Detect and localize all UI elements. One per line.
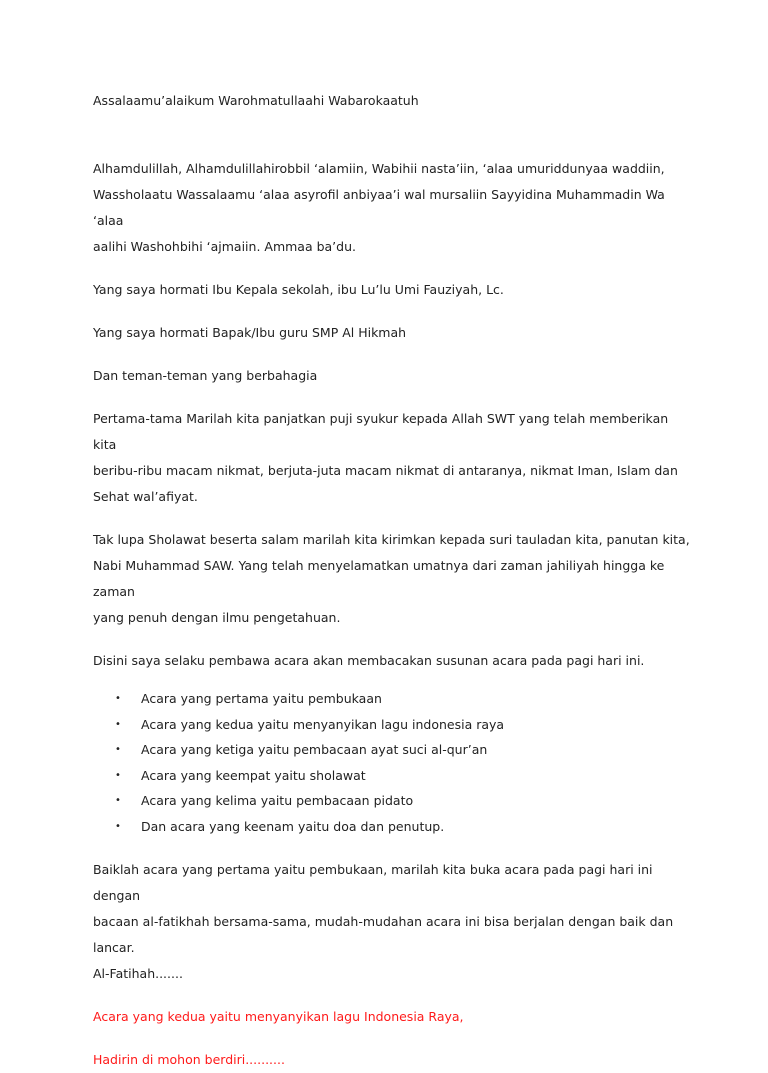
list-item	[115, 814, 693, 840]
spacer	[93, 346, 693, 363]
bullet-icon: •	[115, 769, 121, 781]
agenda-item-text: Acara yang pertama yaitu pembukaan	[141, 691, 382, 706]
spacer	[93, 631, 693, 648]
spacer	[93, 510, 693, 527]
spacer	[93, 389, 693, 406]
agenda-item-text: Acara yang kedua yaitu menyanyikan lagu indonesia raya	[141, 716, 505, 732]
opening-line: Wassholaatu Wassalaamu ‘alaa asyrofil anbiyaa’i wal mursaliin Sayyidina Muhammadin Wa ‘alaa	[93, 187, 665, 228]
bullet-icon: •	[115, 820, 121, 832]
spacer	[93, 840, 693, 857]
bullet-icon: •	[115, 693, 121, 704]
list-item	[115, 788, 693, 814]
greeting-line: Assalaamu’alaikum Warohmatullaahi Wabarokaatuh	[93, 93, 419, 108]
opening-paragraph	[93, 156, 693, 260]
agenda-item-text: Acara yang kelima yaitu pembacaan pidato	[141, 793, 414, 809]
list-item	[115, 712, 693, 738]
opening-event-line: bacaan al-fatikhah bersama-sama, mudah-mudahan acara ini bisa berjalan dengan baik dan lancar.	[93, 913, 674, 955]
spacer	[93, 303, 693, 320]
spacer	[93, 1030, 693, 1047]
agenda-item-text: Acara yang ketiga yaitu pembacaan ayat suci al-qur’an	[141, 742, 488, 758]
agenda-intro: Disini saya selaku pembawa acara akan membacakan susunan acara pada pagi hari ini.	[93, 653, 645, 668]
agenda-item-text: Dan acara yang keenam yaitu doa dan penutup.	[141, 818, 445, 834]
red-announcement-anthem: Acara yang kedua yaitu menyanyikan lagu Indonesia Raya,	[93, 1008, 464, 1024]
gratitude-line: beribu-ribu macam nikmat, berjuta-juta macam nikmat di antaranya, nikmat Iman, Islam dan	[93, 463, 678, 478]
document-body	[93, 88, 693, 1073]
gratitude-paragraph	[93, 406, 693, 510]
list-item	[115, 686, 693, 712]
agenda-item-text: Acara yang keempat yaitu sholawat	[141, 767, 366, 783]
list-item	[115, 737, 693, 763]
bullet-icon: •	[115, 795, 121, 807]
opening-event-line: Al-Fatihah.......	[93, 965, 183, 981]
spacer	[93, 674, 693, 686]
opening-event-paragraph	[93, 857, 693, 987]
respect-line-principal: Yang saya hormati Ibu Kepala sekolah, ibu Lu’lu Umi Fauziyah, Lc.	[93, 282, 504, 297]
spacer	[93, 260, 693, 277]
bullet-icon: •	[115, 744, 121, 756]
opening-line: aalihi Washohbihi ‘ajmaiin. Ammaa ba’du.	[93, 239, 356, 254]
bullet-icon: •	[115, 718, 121, 730]
sholawat-paragraph	[93, 527, 693, 631]
sholawat-line: yang penuh dengan ilmu pengetahuan.	[93, 610, 341, 625]
opening-line: Alhamdulillah, Alhamdulillahirobbil ‘alamiin, Wabihii nasta’iin, ‘alaa umuriddunyaa waddiin,	[93, 161, 665, 176]
sholawat-line: Nabi Muhammad SAW. Yang telah menyelamatkan umatnya dari zaman jahiliyah hingga ke zaman	[93, 558, 665, 599]
opening-event-line: Baiklah acara yang pertama yaitu pembukaan, marilah kita buka acara pada pagi hari ini dengan	[93, 861, 653, 903]
spacer	[93, 987, 693, 1004]
gratitude-line: Sehat wal’afiyat.	[93, 489, 198, 504]
sholawat-line: Tak lupa Sholawat beserta salam marilah kita kirimkan kepada suri tauladan kita, panutan kita,	[93, 532, 690, 547]
spacer	[93, 114, 693, 156]
red-announcement-stand: Hadirin di mohon berdiri..........	[93, 1051, 285, 1067]
list-item	[115, 763, 693, 789]
agenda-list	[93, 686, 693, 840]
respect-line-friends: Dan teman-teman yang berbahagia	[93, 368, 318, 383]
gratitude-line: Pertama-tama Marilah kita panjatkan puji syukur kepada Allah SWT yang telah memberikan kita	[93, 411, 669, 452]
respect-line-teachers: Yang saya hormati Bapak/Ibu guru SMP Al Hikmah	[93, 325, 407, 340]
